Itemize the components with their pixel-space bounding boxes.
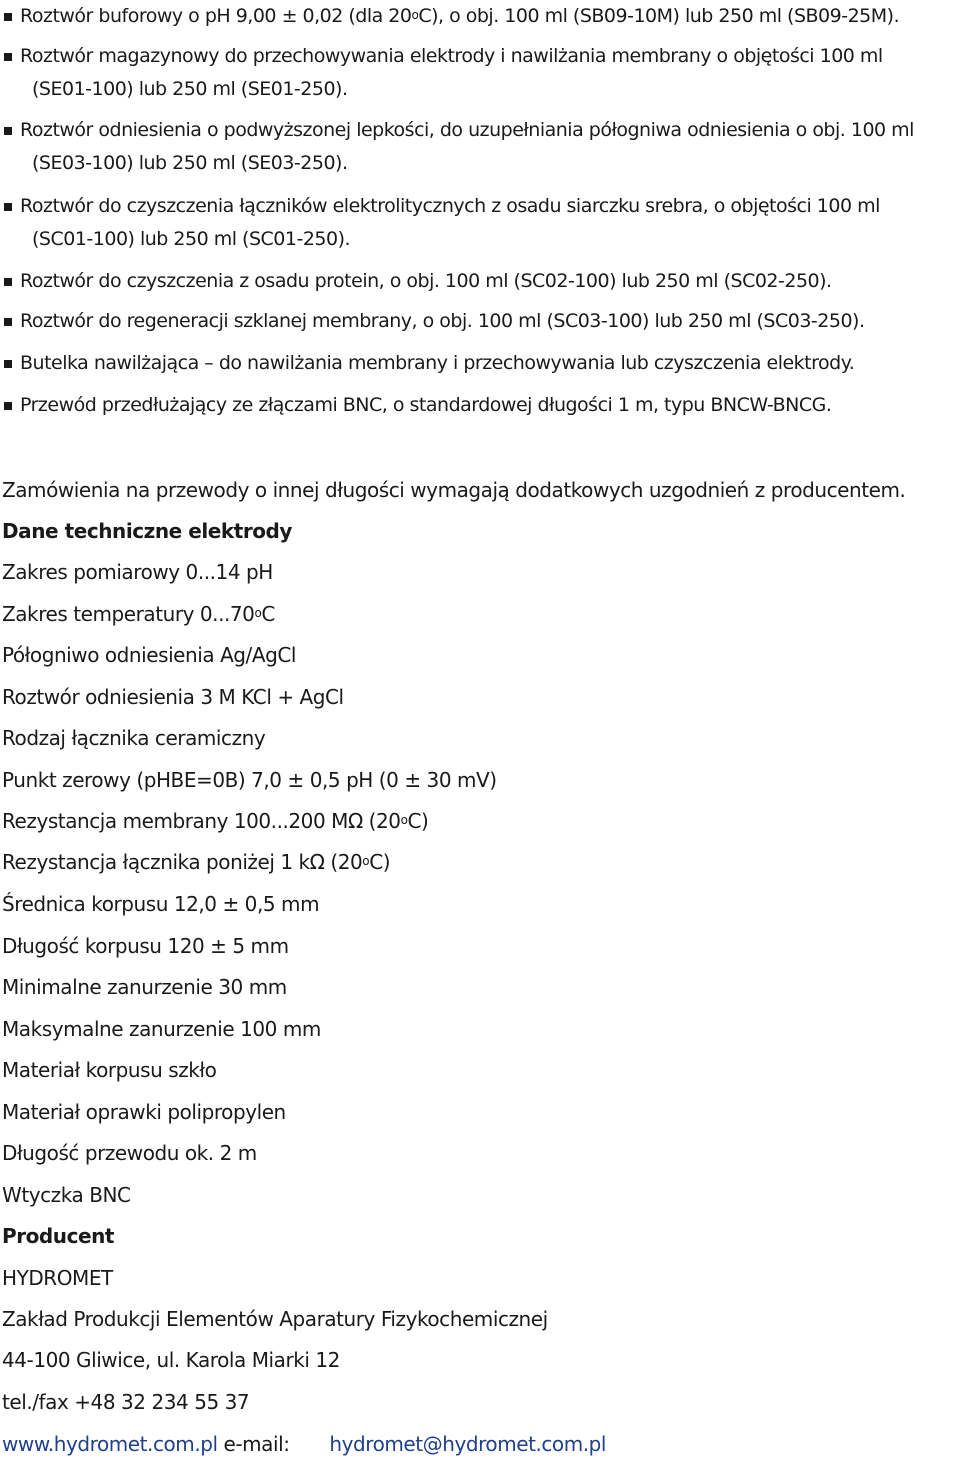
email-link[interactable]: hydromet@hydromet.com.pl bbox=[329, 1432, 606, 1456]
spec-junction-resistance bbox=[2, 848, 390, 876]
item-text: Roztwór buforowy o pH 9,00 ± 0,02 (dla 20 bbox=[20, 5, 412, 27]
degree-sup: o bbox=[400, 813, 408, 827]
tech-heading: Dane techniczne elektrody bbox=[2, 519, 292, 543]
spec-diameter: Średnica korpusu 12,0 ± 0,5 mm bbox=[2, 892, 320, 916]
degree-sup: o bbox=[411, 8, 419, 22]
item-text: Roztwór do czyszczenia łączników elektrolitycznych z osadu siarczku srebra, o objętości 100 ml bbox=[20, 195, 880, 217]
order-note: Zamówienia na przewody o innej długości wymagają dodatkowych uzgodnień z producentem. bbox=[2, 478, 906, 502]
degree-sup: o bbox=[254, 606, 262, 620]
spec-housing-material: Materiał oprawki polipropylen bbox=[2, 1100, 286, 1124]
item-text: Roztwór do czyszczenia z osadu protein, o obj. 100 ml (SC02-100) lub 250 ml (SC02-250). bbox=[20, 270, 832, 292]
item-text-cont: (SC01-100) lub 250 ml (SC01-250). bbox=[32, 228, 351, 250]
producer-phone: tel./fax +48 32 234 55 37 bbox=[2, 1390, 250, 1414]
item-text: Butelka nawilżająca – do nawilżania membrany i przechowywania lub czyszczenia elektrody. bbox=[20, 352, 855, 374]
list-item bbox=[0, 265, 950, 298]
spec-text: C bbox=[261, 602, 275, 626]
item-text-cont: (SE03-100) lub 250 ml (SE03-250). bbox=[32, 152, 348, 174]
list-item bbox=[0, 347, 950, 380]
spec-half-cell: Półogniwo odniesienia Ag/AgCl bbox=[2, 643, 296, 667]
list-item bbox=[0, 114, 950, 180]
item-text: Roztwór do regeneracji szklanej membrany, o obj. 100 ml (SC03-100) lub 250 ml (SC03-250). bbox=[20, 310, 865, 332]
spec-membrane-resistance bbox=[2, 807, 428, 835]
list-item bbox=[0, 190, 950, 256]
bullet-icon bbox=[4, 13, 12, 21]
spec-text: Rezystancja membrany 100...200 MΩ (20 bbox=[2, 809, 401, 833]
website-link[interactable]: www.hydromet.com.pl bbox=[2, 1432, 218, 1456]
spec-text: C) bbox=[369, 850, 391, 874]
list-item bbox=[0, 305, 950, 338]
spec-length: Długość korpusu 120 ± 5 mm bbox=[2, 934, 289, 958]
item-text: C), o obj. 100 ml (SB09-10M) lub 250 ml (SB09-25M). bbox=[418, 5, 900, 27]
bullet-icon bbox=[4, 53, 12, 61]
spec-min-immersion: Minimalne zanurzenie 30 mm bbox=[2, 975, 287, 999]
spec-text: C) bbox=[407, 809, 429, 833]
producer-address: 44-100 Gliwice, ul. Karola Miarki 12 bbox=[2, 1348, 340, 1372]
spec-max-immersion: Maksymalne zanurzenie 100 mm bbox=[2, 1017, 321, 1041]
item-text-cont: (SE01-100) lub 250 ml (SE01-250). bbox=[32, 78, 348, 100]
producer-heading: Producent bbox=[2, 1224, 114, 1248]
list-item bbox=[0, 0, 950, 33]
spec-plug: Wtyczka BNC bbox=[2, 1183, 131, 1207]
producer-full-name: Zakład Produkcji Elementów Aparatury Fizykochemicznej bbox=[2, 1307, 548, 1331]
spec-zero-point: Punkt zerowy (pHBE=0B) 7,0 ± 0,5 pH (0 ± 30 mV) bbox=[2, 768, 497, 792]
spec-ref-solution: Roztwór odniesienia 3 M KCl + AgCl bbox=[2, 685, 344, 709]
spec-cable-length: Długość przewodu ok. 2 m bbox=[2, 1141, 257, 1165]
spec-text: Rezystancja łącznika poniżej 1 kΩ (20 bbox=[2, 850, 363, 874]
spec-range: Zakres pomiarowy 0...14 pH bbox=[2, 560, 273, 584]
bullet-icon bbox=[4, 203, 12, 211]
item-text: Roztwór odniesienia o podwyższonej lepkości, do uzupełniania półogniwa odniesienia o obj. 100 ml bbox=[20, 119, 914, 141]
spec-temperature bbox=[2, 600, 275, 628]
item-text: Roztwór magazynowy do przechowywania elektrody i nawilżania membrany o objętości 100 ml bbox=[20, 45, 883, 67]
spec-junction: Rodzaj łącznika ceramiczny bbox=[2, 726, 266, 750]
producer-name: HYDROMET bbox=[2, 1266, 113, 1290]
bullet-icon bbox=[4, 318, 12, 326]
email-label: e-mail: bbox=[223, 1432, 290, 1456]
bullet-icon bbox=[4, 402, 12, 410]
bullet-icon bbox=[4, 278, 12, 286]
list-item bbox=[0, 40, 950, 106]
producer-contact bbox=[2, 1430, 606, 1458]
bullet-icon bbox=[4, 360, 12, 368]
list-item bbox=[0, 389, 950, 422]
spec-body-material: Materiał korpusu szkło bbox=[2, 1058, 217, 1082]
item-text: Przewód przedłużający ze złączami BNC, o standardowej długości 1 m, typu BNCW-BNCG. bbox=[20, 394, 832, 416]
spec-text: Zakres temperatury 0...70 bbox=[2, 602, 255, 626]
degree-sup: o bbox=[362, 854, 370, 868]
bullet-icon bbox=[4, 127, 12, 135]
